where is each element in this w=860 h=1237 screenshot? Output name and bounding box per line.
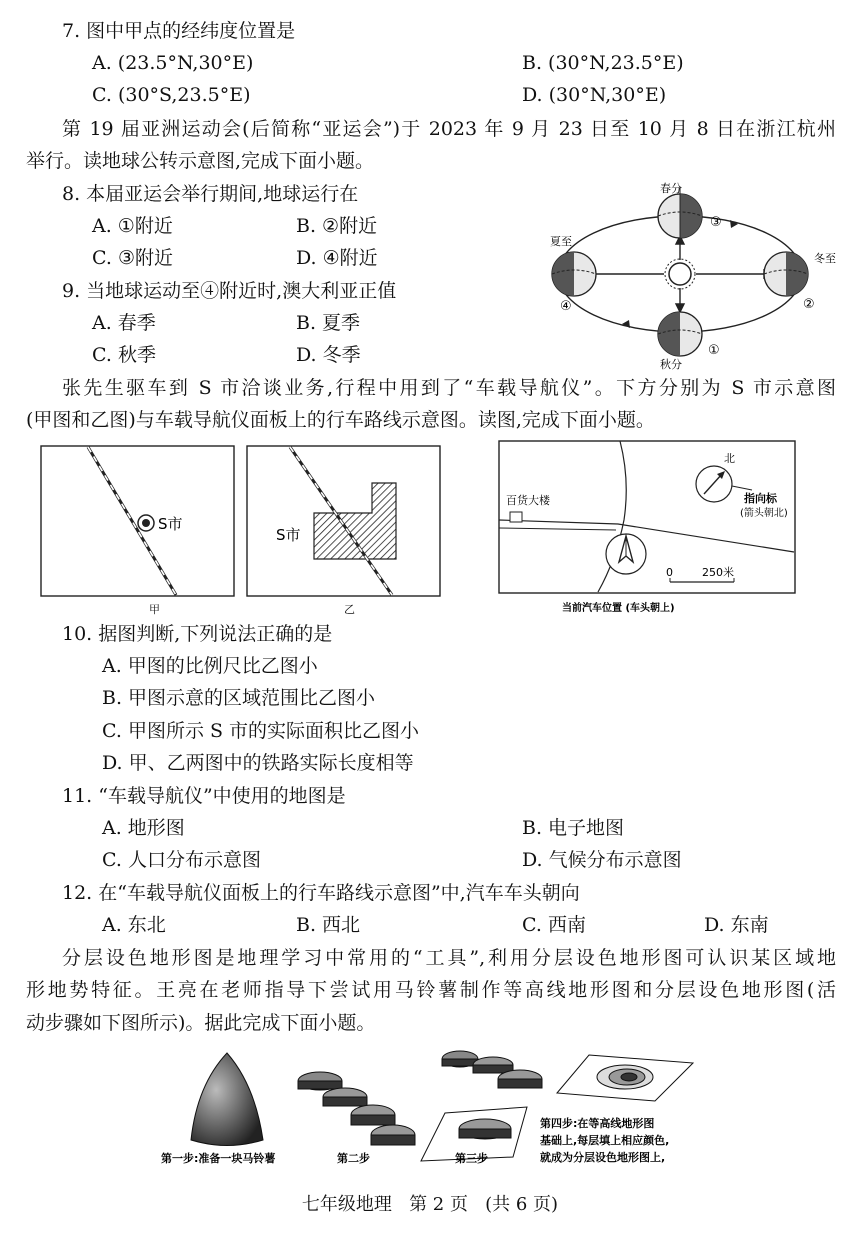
q12-option-c: C. 西南 — [522, 914, 586, 936]
nav-pointer-label: 指向标 — [744, 492, 777, 505]
orbit-label-summer: 夏至 — [550, 235, 572, 248]
map-yi-label: 乙 — [344, 603, 355, 616]
q8-option-a: A. ①附近 — [92, 215, 173, 237]
map-jia-s-city: S市 — [158, 515, 183, 533]
intro1-line2: 举行。读地球公转示意图,完成下面小题。 — [26, 150, 375, 172]
nav-scale-value: 250米 — [702, 566, 734, 579]
intro1-line1: 第 19 届亚洲运动会(后简称“亚运会”)于 2023 年 9 月 23 日至 10 月 8 日在浙江杭州 — [62, 118, 836, 140]
nav-pointer-note: (箭头朝北) — [740, 508, 788, 519]
orbit-label-autumn: 秋分 — [660, 358, 682, 371]
q10-option-c: C. 甲图所示 S 市的实际面积比乙图小 — [102, 720, 420, 742]
q9-option-c: C. 秋季 — [92, 344, 156, 366]
q10-stem: 10. 据图判断,下列说法正确的是 — [62, 623, 333, 645]
step4-line3: 就成为分层设色地形图上, — [540, 1151, 666, 1164]
orbit-number-1: ① — [708, 343, 720, 358]
q12-option-a: A. 东北 — [102, 914, 166, 936]
q7-option-b: B. (30°N,23.5°E) — [522, 52, 684, 74]
step2-label: 第二步 — [337, 1152, 370, 1165]
q10-option-d: D. 甲、乙两图中的铁路实际长度相等 — [102, 752, 414, 774]
page-footer: 七年级地理 第 2 页 (共 6 页) — [301, 1194, 559, 1215]
q7-stem: 7. 图中甲点的经纬度位置是 — [62, 20, 296, 42]
q7-option-d: D. (30°N,30°E) — [522, 84, 667, 106]
q8-stem: 8. 本届亚运会举行期间,地球运行在 — [62, 183, 359, 205]
step3-label: 第三步 — [455, 1152, 488, 1165]
intro3-line2: 形地势特征。王亮在老师指导下尝试用马铃薯制作等高线地形图和分层设色地形图(活 — [26, 979, 836, 1001]
q7-option-c: C. (30°S,23.5°E) — [92, 84, 251, 106]
nav-store-label: 百货大楼 — [506, 494, 550, 507]
nav-north-label: 北 — [724, 452, 735, 465]
nav-scale-zero: 0 — [666, 566, 673, 579]
q10-option-b: B. 甲图示意的区域范围比乙图小 — [102, 687, 376, 709]
q8-option-d: D. ④附近 — [296, 247, 378, 269]
potato-steps-figure — [155, 1045, 715, 1170]
q10-option-a: A. 甲图的比例尺比乙图小 — [102, 655, 318, 677]
q11-option-b: B. 电子地图 — [522, 817, 625, 839]
q8-option-b: B. ②附近 — [296, 215, 378, 237]
q8-option-c: C. ③附近 — [92, 247, 173, 269]
q11-option-a: A. 地形图 — [102, 817, 185, 839]
q9-option-a: A. 春季 — [92, 312, 156, 334]
intro3-line1: 分层设色地形图是地理学习中常用的“工具”,利用分层设色地形图可认识某区域地 — [62, 947, 836, 969]
q11-option-c: C. 人口分布示意图 — [102, 849, 261, 871]
orbit-number-2: ② — [803, 297, 815, 312]
navigation-route-map — [498, 440, 798, 616]
q12-stem: 12. 在“车载导航仪面板上的行车路线示意图”中,汽车车头朝向 — [62, 882, 580, 904]
map-jia-label: 甲 — [149, 603, 160, 616]
q11-option-d: D. 气候分布示意图 — [522, 849, 682, 871]
map-jia — [40, 445, 236, 597]
q12-option-d: D. 东南 — [704, 914, 769, 936]
step1-label: 第一步:准备一块马铃薯 — [161, 1152, 276, 1165]
step4-line2: 基础上,每层填上相应颜色, — [540, 1134, 670, 1147]
q12-option-b: B. 西北 — [296, 914, 361, 936]
map-yi-s-city: S市 — [276, 526, 301, 544]
intro2-line1: 张先生驱车到 S 市洽谈业务,行程中用到了“车载导航仪”。下方分别为 S 市示意图 — [62, 377, 836, 399]
q11-stem: 11. “车载导航仪”中使用的地图是 — [62, 785, 346, 807]
orbit-label-winter: 冬至 — [814, 252, 836, 265]
q9-stem: 9. 当地球运动至④附近时,澳大利亚正值 — [62, 280, 397, 302]
earth-orbit-diagram — [540, 182, 845, 372]
step4-line1: 第四步:在等高线地形图 — [540, 1117, 655, 1130]
q9-option-d: D. 冬季 — [296, 344, 361, 366]
nav-caption: 当前汽车位置 (车头朝上) — [562, 603, 675, 614]
q7-option-a: A. (23.5°N,30°E) — [92, 52, 254, 74]
orbit-label-spring: 春分 — [660, 182, 682, 195]
orbit-number-4: ④ — [560, 299, 572, 314]
intro3-line3: 动步骤如下图所示)。据此完成下面小题。 — [26, 1012, 376, 1034]
q9-option-b: B. 夏季 — [296, 312, 361, 334]
intro2-line2: (甲图和乙图)与车载导航仪面板上的行车路线示意图。读图,完成下面小题。 — [26, 409, 655, 431]
map-yi — [246, 445, 442, 597]
orbit-number-3: ③ — [710, 215, 722, 230]
